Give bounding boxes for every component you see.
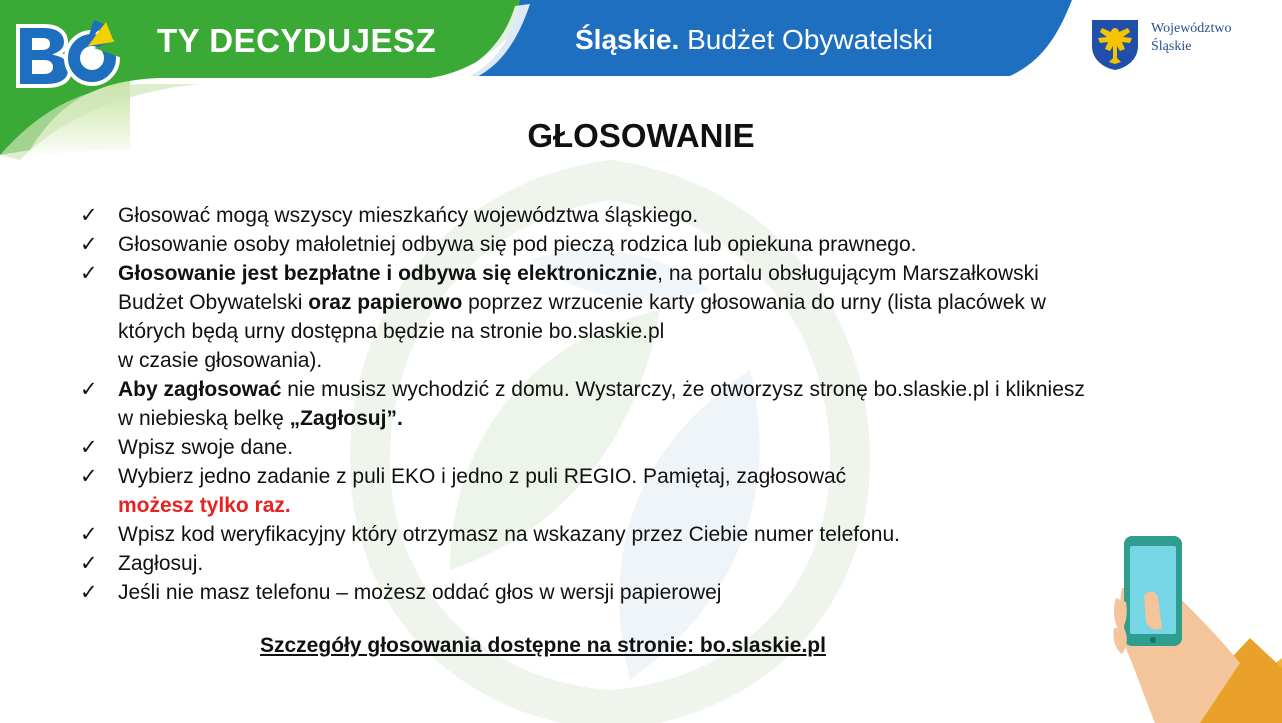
checkmark-icon: ✓ bbox=[80, 378, 98, 401]
list-item bbox=[80, 520, 1100, 549]
item-text: Wpisz kod weryfikacyjny który otrzymasz na wskazany przez Ciebie numer telefonu. bbox=[118, 523, 900, 546]
item-text: , na portalu obsługującym Marszałkowski Budżet Obywatelski bbox=[118, 262, 1039, 314]
region-name-line1: Województwo bbox=[1151, 21, 1232, 36]
item-text-bold: Głosowanie jest bezpłatne i odbywa się elektronicznie bbox=[118, 262, 658, 285]
item-text: Głosować mogą wszyscy mieszkańcy województwa śląskiego. bbox=[118, 204, 699, 227]
tagline: TY DECYDUJESZ bbox=[157, 22, 437, 59]
details-link[interactable]: Szczegóły głosowania dostępne na stronie: bo.slaskie.pl bbox=[260, 634, 826, 657]
item-text-bold: Aby zagłosować bbox=[118, 378, 282, 401]
list-item bbox=[80, 578, 1100, 607]
program-name bbox=[575, 24, 933, 56]
item-text: Zagłosuj. bbox=[118, 552, 204, 575]
silesia-eagle-emblem-icon bbox=[1090, 18, 1140, 70]
list-item bbox=[80, 375, 1100, 433]
bo-logo-icon bbox=[14, 18, 124, 90]
checkmark-icon: ✓ bbox=[80, 262, 98, 285]
page-title: GŁOSOWANIE bbox=[527, 117, 755, 154]
checkmark-icon: ✓ bbox=[80, 204, 98, 227]
item-text: poprzez wrzucenie karty głosowania do urny (lista placówek w których będą urny dostępna będzie na stronie bo.slaskie.pl bbox=[118, 291, 1046, 343]
item-text: Jeśli nie masz telefonu – możesz oddać głos w wersji papierowej bbox=[118, 581, 722, 604]
list-item bbox=[80, 433, 1100, 462]
list-item bbox=[80, 201, 1100, 230]
checkmark-icon: ✓ bbox=[80, 233, 98, 256]
hand-phone-icon bbox=[1100, 528, 1282, 723]
item-text: Głosowanie osoby małoletniej odbywa się pod pieczą rodzica lub opiekuna prawnego. bbox=[118, 233, 917, 256]
list-item bbox=[80, 549, 1100, 578]
item-text-bold: „Zagłosuj”. bbox=[289, 407, 403, 430]
program-name-bold: Śląskie. bbox=[575, 24, 680, 55]
checkmark-icon: ✓ bbox=[80, 523, 98, 546]
checkmark-icon: ✓ bbox=[80, 465, 98, 488]
list-item bbox=[80, 462, 1100, 520]
checkmark-icon: ✓ bbox=[80, 552, 98, 575]
item-text: Wybierz jedno zadanie z puli EKO i jedno z puli REGIO. Pamiętaj, zagłosować bbox=[118, 465, 847, 488]
list-item bbox=[80, 230, 1100, 259]
checkmark-icon: ✓ bbox=[80, 581, 98, 604]
voting-info-list bbox=[80, 201, 1100, 607]
region-name-line2: Śląskie bbox=[1151, 39, 1192, 54]
checkmark-icon: ✓ bbox=[80, 436, 98, 459]
item-text: Wpisz swoje dane. bbox=[118, 436, 294, 459]
item-text-warning: możesz tylko raz. bbox=[118, 494, 291, 517]
list-item bbox=[80, 259, 1100, 375]
item-text-bold: oraz papierowo bbox=[308, 291, 463, 314]
item-text: w czasie głosowania). bbox=[118, 349, 323, 372]
program-name-rest: Budżet Obywatelski bbox=[687, 24, 933, 55]
region-name bbox=[1151, 20, 1232, 56]
item-text: nie musisz wychodzić z domu. Wystarczy, że otworzysz stronę bo.slaskie.pl i klikniesz w niebieską belkę bbox=[118, 378, 1085, 430]
